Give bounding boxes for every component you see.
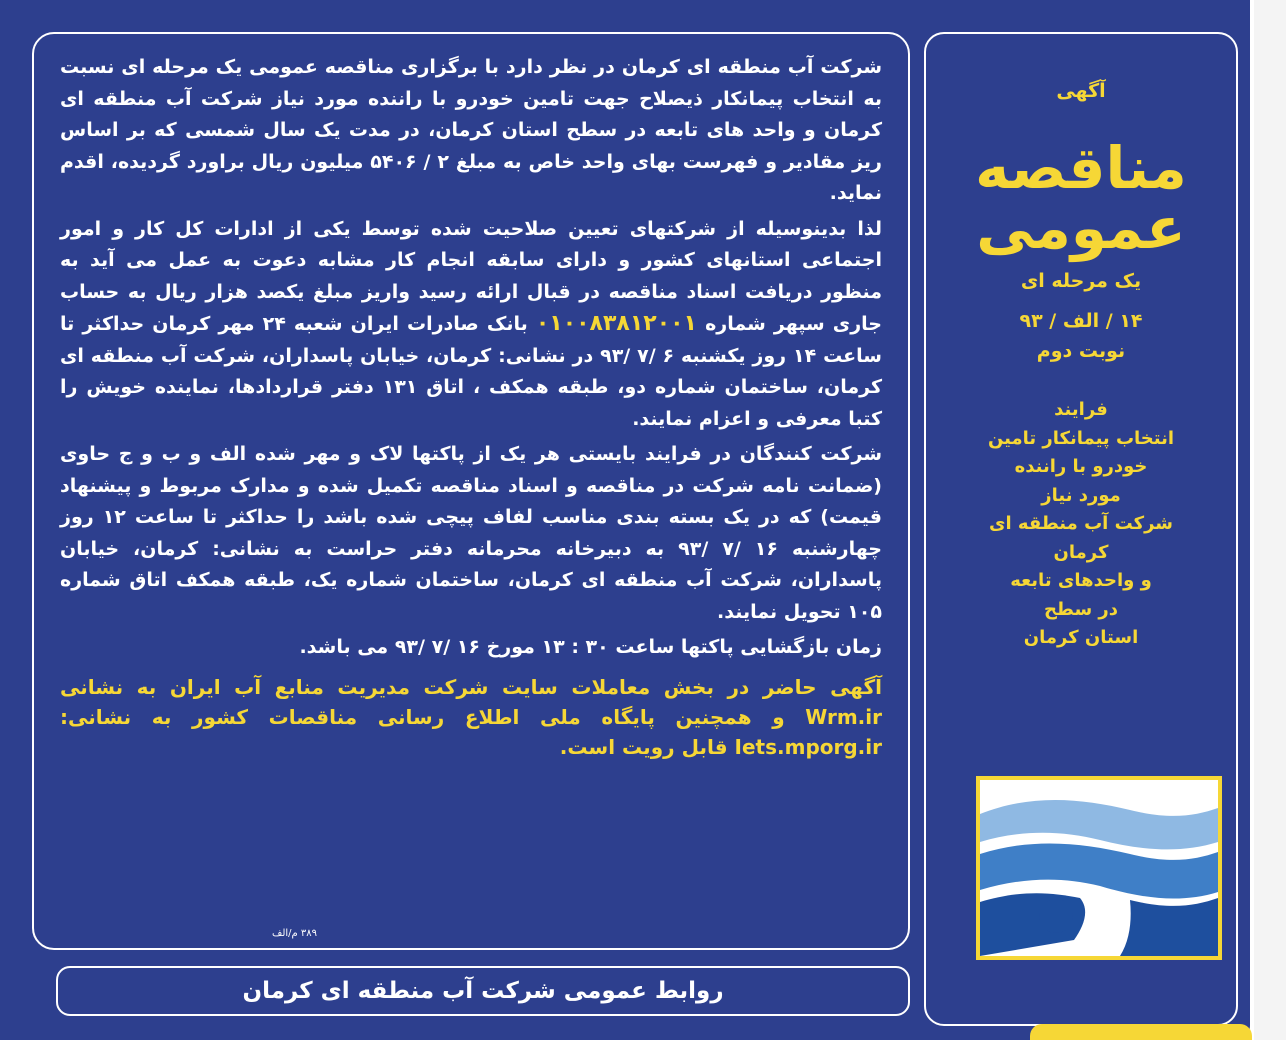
stage-label: یک مرحله ای	[1020, 270, 1142, 292]
paragraph-opening: زمان بازگشایی پاکتها ساعت ۳۰ : ۱۳ مورخ ۱۶ /۷ /۹۳ می باشد.	[299, 636, 882, 658]
ad-code: ۳۸۹ م/الف	[272, 928, 318, 939]
tender-body	[32, 32, 910, 950]
round-label: نوبت دوم	[1036, 340, 1126, 362]
paragraph-websites: آگهی حاضر در بخش معاملات سایت شرکت مدیریت منابع آب ایران به نشانی Wrm.ir و همچنین پایگاه ملی اطلاع رسانی مناقصات کشور به نشانی: Iets.mporg.ir قابل رویت است.	[60, 674, 882, 759]
process-line: فرایند	[1054, 399, 1108, 420]
invitation-text-a: لذا بدینوسیله از شرکتهای تعیین صلاحیت شده توسط یکی از ادارات کل کار و امور اجتماعی استانهای کشور و دارای سابقه انجام کار مشابه دعوت به عمل می آید به منظور دریافت اسناد مناقصه در قبال ارائه رسید واریز مبلغ یکصد هزار ریال به حساب جاری سپهر شماره	[60, 217, 882, 335]
footer-public-relations: روابط عمومی شرکت آب منطقه ای کرمان	[56, 966, 910, 1016]
process-description	[926, 396, 1236, 653]
side-title	[926, 134, 1236, 262]
process-line: کرمان	[1053, 541, 1109, 563]
paragraph-submission: شرکت کنندگان در فرایند بایستی هر یک از پاکتها لاک و مهر شده الف و ب و ج حاوی (ضمانت نامه شرکت در مناقصه و اسناد مناقصه تکمیل شده و مدارک مربوط و پیشنهاد قیمت) که در یک بسته بندی مناسب لفاف پیچی شده باشد را حداکثر تا ساعت ۱۲ روز چهارشنبه ۱۶ /۷ /۹۳ به دبیرخانه محرمانه دفتر حراست به نشانی: کرمان، خیابان پاسداران، شرکت آب منطقه ای کرمان، ساختمان شماره یک، طبقه همکف اتاق شماره ۱۰۵ تحویل نمایند.	[60, 443, 882, 623]
process-line: شرکت آب منطقه ای	[988, 513, 1174, 534]
account-number: ۰۱۰۰۸۳۸۱۲۰۰۱	[535, 311, 697, 336]
side-column	[924, 32, 1238, 1026]
process-line: در سطح	[1043, 598, 1119, 620]
water-logo	[976, 776, 1222, 960]
invitation-text-b: بانک صادرات ایران شعبه ۲۴ مهر کرمان حداکثر تا ساعت ۱۴ روز یکشنبه ۶ /۷ /۹۳ در نشانی: کرمان، خیابان پاسداران، شرکت آب منطقه ای کرمان، ساختمان شماره دو، طبقه همکف ، اتاق ۱۳۱ دفتر قراردادها، نماینده خویش را کتبا معرفی و اعزام نمایند.	[60, 313, 882, 430]
process-line: و واحدهای تابعه	[1010, 570, 1152, 591]
process-line: مورد نیاز	[1041, 484, 1121, 506]
process-line: انتخاب پیمانکار تامین	[987, 427, 1175, 449]
paragraph-intro: شرکت آب منطقه ای کرمان در نظر دارد با برگزاری مناقصه عمومی یک مرحله ای نسبت به انتخاب پیمانکار ذیصلاح جهت تامین خودرو با راننده مورد نیاز شرکت آب منطقه ای کرمان و واحد های تابعه در سطح استان کرمان، در مدت یک سال شمسی که بر اساس ریز مقادیر و فهرست بهای واحد خاص به مبلغ ۲ / ۵۴۰۶ میلیون ریال براورد گردیده، اقدم نماید.	[60, 56, 882, 204]
side-label: آگهی	[1056, 80, 1106, 102]
title-line-1: مناقصه	[975, 134, 1187, 202]
process-line: خودرو با راننده	[1014, 456, 1148, 477]
tender-number: ۱۴ / الف / ۹۳	[1019, 310, 1143, 332]
paragraph-invitation	[60, 214, 882, 436]
water-waves-icon	[980, 780, 1218, 956]
process-line: استان کرمان	[1023, 627, 1139, 648]
yellow-corner-band	[1030, 1024, 1252, 1040]
title-line-2: عمومی	[976, 194, 1186, 262]
page-edge	[1254, 0, 1286, 1040]
